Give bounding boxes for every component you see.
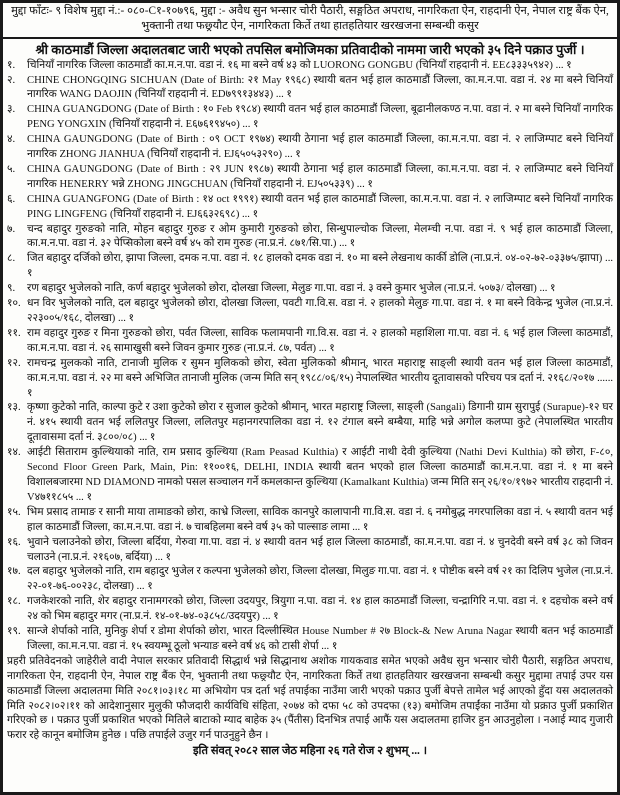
list-item xyxy=(7,74,613,104)
list-item xyxy=(7,625,613,655)
item-number: १२. xyxy=(7,357,21,369)
item-number: १६. xyxy=(7,536,21,548)
item-number: १७. xyxy=(7,566,21,578)
item-text: रामचन्द्र मुलकको नाति, टानाजी मुलिक र सुमन मुलिकको छोरा, स्वेता मुलिकको श्रीमान्, भारत महाराष्ट्र साङ्ली स्थायी वतन भई हाल जिल्ला काठमाडौं, का.म.न.पा. वडा नं. २२ मा बस्ने अभिजित तानाजी मुलिक (जन्म मिति सन् १९८८/०६/१५) नेपालस्थित भारतीय दूतावासको परिचय पत्र दर्ता नं. २१६८/२०१७ ...... १ xyxy=(27,357,613,399)
item-text: CHINE CHONGQING SICHUAN (Date of Birth: २१ May १९६८) स्थायी बतन भई हाल काठमाडौं जिल्ला, का.म.न.पा. वडा नं. २४ मा बस्ने चिनियाँ नागरिक WANG DAOJIN (चिनियाँ राहदानी नं. ED७९९१३४४३) ... १ xyxy=(27,74,613,101)
list-item xyxy=(7,252,613,282)
list-item xyxy=(7,401,613,446)
list-item xyxy=(7,133,613,163)
item-text: राम वहादुर गुरुङ र मिना गुरुङको छोरा, पर्वत जिल्ला, साविक फलामपानी गा.वि.स. वडा नं. २ हालको महाशिला गा.पा. वडा नं. ६ भई हाल जिल्ला काठमाडौं, का.म.न.पा. वडा नं. २६ सामाखुसी बस्ने जिवन कुमार गुरुङ (ना.प्र.नं. ८७, पर्वत) ... १ xyxy=(27,327,613,354)
item-text: कृष्णा कुटेको नाति, काल्पा कुटे र उशा कुटेको छोरा र सुजाल कुटेको श्रीमान्, भारत महाराष्ट्र जिल्ला, साङ्ली (Sangali) डिगानी ग्राम सुरापुई (Surapue)-१२ घर नं. ४१५ स्थायी वतन भई ललितपुर जिल्ला, ललितपुर महानगरपालिका वडा नं. १२ टंगाल बस्ने बम्बैया, माहि भन्ने अगोल कलप्पा कुटे (नेपालस्थित भारतीय दूतावासमा दर्ता नं. ३८००/०८) ... १ xyxy=(27,402,613,444)
item-number: २. xyxy=(7,74,16,86)
item-text: भुवाने चलाउनेको छोरा, जिल्ला बर्दिया, गेरुवा गा.पा. वडा नं. ४ स्थायी वतन भई हाल जिल्ला काठमाडौं, का.म.न.पा. वडा नं. ४ चुनदेवी बस्ने वर्ष ३८ को जिवन चलाउने (ना.प्र.नं. २१६०७, बर्दिया) ... १ xyxy=(27,536,613,563)
defendant-list xyxy=(7,59,613,655)
case-header xyxy=(3,3,617,39)
item-number: १५. xyxy=(7,506,21,518)
item-number: ९. xyxy=(7,283,16,295)
item-text: दल बहादुर भुजेलको नाति, राम बहादुर भुजेल र कल्पना भुजेलको छोरा, जिल्ला दोलखा, मिलुङ गा.पा. वडा नं. १ पोष्टीक बस्ने वर्ष २१ का दिलिप भुजेल (ना.प्र.नं. २२-०१-७६-००२३८, दोलखा) ... १ xyxy=(27,566,613,593)
item-text: रण बहादुर भुजेलको नाति, कर्ण बहादुर भुजेलको छोरा, दोलखा जिल्ला, मेलुङ गा.पा. वडा नं. ३ वस्ने कुमार भुजेल (ना.प्र.नं. ५०७३/ दोलखा) ... १ xyxy=(27,283,556,295)
list-item xyxy=(7,595,613,625)
list-item xyxy=(7,357,613,402)
list-item xyxy=(7,163,613,193)
item-text: सान्जे शेर्पाको नाति, मुनिकु शेर्पा र डोमा शेर्पाको छोरा, भारत दिल्लीस्थित House Number # २७ Block-& New Aruna Nagar स्थायी बतन भई काठमाडौं जिल्ला, का.म.न.पा. वडा नं. १५ स्वयम्भू ठूलो भन्याङ बस्ने वर्ष ४६ को टासी शेर्पा ... १ xyxy=(27,626,613,652)
closing-date-line: इति संवत् २०८२ साल जेठ महिना २६ गते रोज २ शुभम् ... । xyxy=(192,745,428,758)
case-header-text: मुद्दा फाँटः- ९ विशेष मुद्दा नं.:- ०८०-C१-१०७९६, मुद्दा :- अवैध सुन भन्सार चोरी पैठारी, सङ्गठित अपराध, नागरिकता ऐन, राहदानी ऐन, नेपाल राष्ट्र बैंक ऐन, भुक्तानी तथा फछ्र्यौट ऐन, नागरिकता किर्ते तथा हातहतियार खरखजना सम्बन्धी कसुर xyxy=(11,5,609,33)
list-item xyxy=(7,193,613,223)
item-number: ५. xyxy=(7,163,16,175)
list-item xyxy=(7,59,613,74)
item-text: CHINA GAUNGDONG (Date of Birth : २९ JUN १९८७) स्थायी ठेगाना भई हाल काठमाडौं जिल्ला, का.म.न.पा. वडा नं. २ लाजिम्पाट बस्ने चिनियाँ नागरिक HENERRY भन्ने ZHONG JINGCHUAN (चिनियाँ राहदानी नं. EJ५०५३३९) ... १ xyxy=(27,163,613,190)
list-item xyxy=(7,297,613,327)
list-item xyxy=(7,565,613,595)
item-text: चिनियाँ नागरिक जिल्ला काठमाडौं का.म.न.पा. वडा नं. १६ मा बस्ने वर्ष ४३ को LUORONG GONGBU (चिनियाँ राहदानी नं. EE८३३३५९४२) ... १ xyxy=(27,59,572,71)
list-item xyxy=(7,327,613,357)
list-item xyxy=(7,223,613,253)
item-number: ३. xyxy=(7,104,16,116)
item-number: १०. xyxy=(7,298,21,310)
item-text: जित बहादुर दर्जिको छोरा, झापा जिल्ला, दमक न.पा. वडा नं. १८ हालको दमक वडा नं. १० मा बस्ने लेखनाथ कार्की डोलि (ना.प्र.नं. ०४-०२-७२-०३३७५/झापा) ... १ xyxy=(27,253,613,280)
item-text: आईटी सिताराम कुल्थियाको नाति, राम प्रसाद कुल्थिया (Ram Peasad Kulthia) र आईटी नाथी देवी कुल्थिया (Nathi Devi Kulthia) को छोरा, F-८०, Second Floor Green Park, Main, Pin: ११००१६, DELHI, INDIA स्थायी बतन भएको हाल जिल्ला काठमाडौं का.म.न.पा. वडा नं. १ मा बस्ने विशालबजारमा ND DIAMOND नामको पसल सञ्चालन गर्ने कमलकान्त कुल्थिया (Kamalkant Kulthia) जन्म मिति सन् २६/१०/१९७२ भारतीय राहदानी नं. V४७११८५५ ... १ xyxy=(27,447,613,503)
item-number: १३. xyxy=(7,402,21,414)
list-item xyxy=(7,446,613,506)
item-text: CHINA GUANGDONG (Date of Birth : १० Feb १९८४) स्थायी वतन भई हाल काठमाडौं जिल्ला, बूढानीलकण्ठ न.पा. वडा नं. २ मा बस्ने चिनियाँ नागरिक PENG YONGXIN (चिनियाँ राहदानी नं. E६७६१९४५०) ... १ xyxy=(27,104,613,131)
item-number: ८. xyxy=(7,253,16,265)
page-title: श्री काठमाडौं जिल्ला अदालतबाट जारी भएको तपसिल बमोजिमका प्रतिवादीको नाममा जारी भएको ३५ दिने पक्राउ पुर्जी । xyxy=(35,41,585,57)
item-number: ४. xyxy=(7,134,16,146)
item-number: १४. xyxy=(7,447,21,459)
item-text: भिम प्रसाद तामाङ र सानी माया तामाङको छोरा, काभ्रे जिल्ला, साविक कानपुरे कालापानी गा.वि.स. वडा नं. ६ नमोबुद्ध नगरपालिका वडा नं. ५ स्थायी वतन भई हाल काठमाडौं जिल्ला, का.म.न.पा. वडा नं. ७ चाबहिलमा बस्ने वर्ष ३५ को पाल्साङ लामा ... १ xyxy=(27,506,613,533)
item-number: १. xyxy=(7,59,16,71)
list-item xyxy=(7,506,613,536)
item-number: ७. xyxy=(7,223,16,235)
item-text: गजकेशरको नाति, शेर बहादुर रानामगरको छोरा, जिल्ला उदयपुर, त्रियुगा न.पा. वडा नं. १४ हाल काठमाडौं जिल्ला, चन्द्रागिरि न.पा. वडा नं. १ दहचोक बस्ने वर्ष २४ को भिम बहादुर मगर (ना.प्र.नं. १४-०१-७४-०३८५८/उदयपुर) ... १ xyxy=(27,596,613,623)
item-text: CHINA GUANGFONG (Date of Birth : १४ oct १९९१) स्थायी वतन भई हाल काठमाडौं जिल्ला, का.म.न.पा. वडा नं. २ लाजिम्पाट बस्ने चिनियाँ नागरिक PING LINGFENG (चिनियाँ राहदानी नं. EJ६६३२६९८) ... १ xyxy=(27,193,613,220)
item-text: धन विर भुजेलको नाति, दल बहादुर भुजेलको छोरा, दोलखा जिल्ला, पवटी गा.वि.स. वडा नं. २ हालको मेलुङ गा.पा. वडा नं. १ मा बस्ने विकेन्द्र भुजेल (ना.प्र.नं. २२३००५/१६८, दोलखा) ... १ xyxy=(27,298,613,324)
item-text: CHINA GAUNGDONG (Date of Birth : ०९ OCT १९७४) स्थायी ठेगाना भई हाल काठमाडौं जिल्ला, का.म.न.पा. वडा नं. २ लाजिम्पाट बस्ने चिनियाँ नागरिक ZHONG JIANHUA (चिनियाँ राहदानी नं. EJ६५०५३२९०) ... १ xyxy=(27,134,613,161)
item-number: ११. xyxy=(7,327,21,339)
item-number: १९. xyxy=(7,626,21,638)
item-number: १८. xyxy=(7,596,21,608)
list-item xyxy=(7,103,613,133)
notice-body-paragraph: प्रहरी प्रतिवेदनको जाहेरीले वादी नेपाल सरकार प्रतिवादी सिद्धार्थ भन्ने सिद्धानाथ अशोक गायकवाड समेत भएको अवैध सुन भन्सार चोरी पैठारी, सङ्गठित अपराध, नागरिकता ऐन, राहदानी ऐन, नेपाल राष्ट्र बैंक ऐन, भुक्तानी तथा फछ्र्यौट ऐन, नागरिकता किर्ते तथा हातहतियार खरखजना सम्बन्धी कसुर मुद्दामा तपाई उपर यस काठमाडौं जिल्ला अदालतमा मिति २०८१।०३।१८ मा अभियोग पत्र दर्ता भई तपाईका नाउँमा जारी भएको पक्राउ पुर्जी बेपत्ते तामेल भई आएको हुँदा यस अदालतको मिति २०८२।०२।११ को आदेशानुसार मुलुकी फौजदारी कार्यविधि संहिता, २०७४ को दफा ५८ को उपदफा (१३) बमोजिम तपाईंका नाउँमा यो प्रक्राउ पुर्जी प्रकाशित गरिएको छ । पक्राउ पुर्जी प्रकाशित भएको मितिले बाटाको म्याद बाहेक ३५ (पैंतीस) दिनभित्र तपाई आफैं यस अदालतमा हाजिर हुन आउनुहोला । नआई म्याद गुजारी फरार रहे कानून बमोजिम हुनेछ । पछि तपाईले उजुर गर्न पाउनुहुने छैन । xyxy=(7,655,613,742)
list-item xyxy=(7,536,613,566)
item-number: ६. xyxy=(7,193,16,205)
list-item xyxy=(7,282,613,297)
item-text: चन्द बहादुर गुरुङको नाति, मोहन बहादुर गुरुङ र ओम कुमारी गुरुङको छोरा, सिन्धुपाल्चोक जिल्ला, मेलम्ची न.पा. वडा नं. ९ भई हाल काठमाडौं जिल्ला, का.म.न.पा. वडा नं. ३२ पेप्सिकोला बस्ने वर्ष ४५ को राम गुरुङ (ना.प्र.नं. ८७१/सि.पा.) ... १ xyxy=(27,223,613,250)
